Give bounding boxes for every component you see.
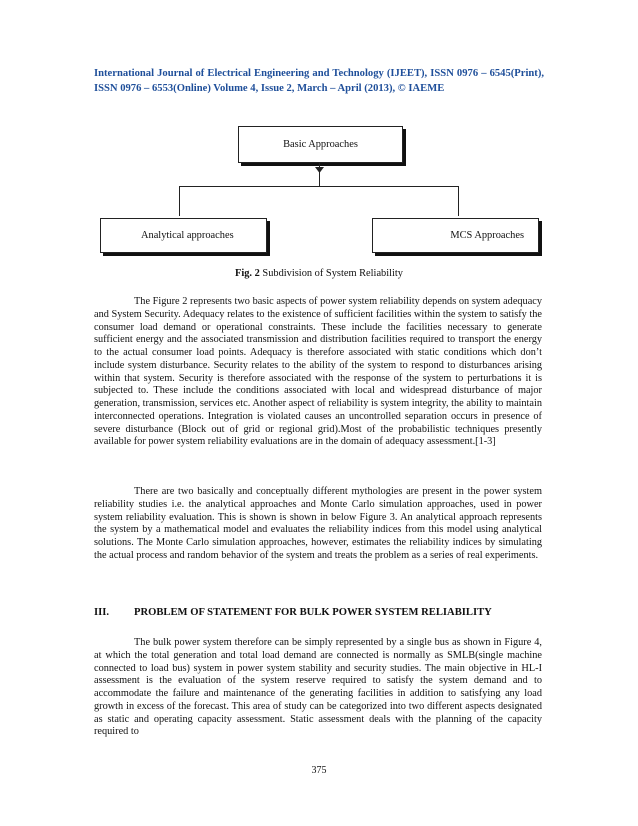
analytical-approaches-box (100, 218, 267, 253)
basic-approaches-box (238, 126, 403, 163)
caption-text: Subdivision of System Reliability (259, 268, 403, 279)
section-title: PROBLEM OF STATEMENT FOR BULK POWER SYSTEM RELIABILITY (134, 607, 492, 618)
section-number: III. (94, 607, 110, 618)
page-number: 375 (311, 765, 327, 776)
basic-approaches-label: Basic Approaches (283, 139, 358, 150)
analytical-approaches-label: Analytical approaches (141, 230, 234, 241)
arrow-head-icon (314, 162, 325, 174)
paragraph-1: The Figure 2 represents two basic aspects of power system reliability depends on system adequacy and System Security. Adequacy relates to the existence of sufficient facilities within the system to satisfy the consumer load demand or operational constraints. These include the facilities necessary to generate sufficient energy and the associated transmission and distribution facilities required to transport the energy to the actual consumer load points. Adequacy is therefore associated with static conditions which don’t include system disturbance. Security relates to the ability of the system to respond to disturbances arising within that system. Security is therefore associated with the response of the system to perturbations it is subjected to. These include the conditions associated with local and widespread disturbance of major generation, transmission, services etc. Another aspect of reliability is system integrity, the ability to maintain interconnected operations. Integration is violated causes an uncontrolled separation occurs in presence of severe disturbance (Block out of grid or regional grid).Most of the probabilistic techniques presently available for power system reliability evaluations are in the domain of adequacy assessment.[1-3] (94, 296, 542, 448)
figure-caption (0, 268, 638, 279)
mcs-approaches-box (372, 218, 539, 253)
connector-horizontal (179, 186, 459, 187)
connector-left-drop (179, 186, 180, 216)
paragraph-3: The bulk power system therefore can be simply represented by a single bus as shown in Figure 4, at which the total generation and total load demand are connected is normally as SMLB(single machine connected to load bus) system in power system stability and security studies. The main objective in HL-I assessment is the evaluation of the system reserve required to satisfy the system demand and to accommodate the failure and maintenance of the generating facilities in addition to satisfying any load growth in excess of the forecast. This area of study can be categorized into two different aspects designated as static and operating capacity assessment. Static assessment deals with the planning of the capacity required to (94, 637, 542, 738)
connector-right-drop (458, 186, 459, 216)
section-heading (94, 607, 544, 618)
paragraph-2: There are two basically and conceptually different mythologies are present in the power system reliability studies i.e. the analytical approaches and Monte Carlo simulation approaches, used in power system reliability evaluation. This is shown is shown in below Figure 3. An analytical approach represents the system by a mathematical model and evaluates the reliability indices from this model using analytical solutions. The Monte Carlo simulation approaches, however, estimates the reliability indices by simulating the actual process and random behavior of the system and treats the problem as a series of real experiments. (94, 486, 542, 561)
mcs-approaches-label: MCS Approaches (450, 230, 524, 241)
caption-label: Fig. 2 (235, 268, 260, 279)
journal-header: International Journal of Electrical Engineering and Technology (IJEET), ISSN 0976 – 6545(Print), ISSN 0976 – 6553(Online) Volume 4, Issue 2, March – April (2013), © IAEME (94, 68, 544, 94)
